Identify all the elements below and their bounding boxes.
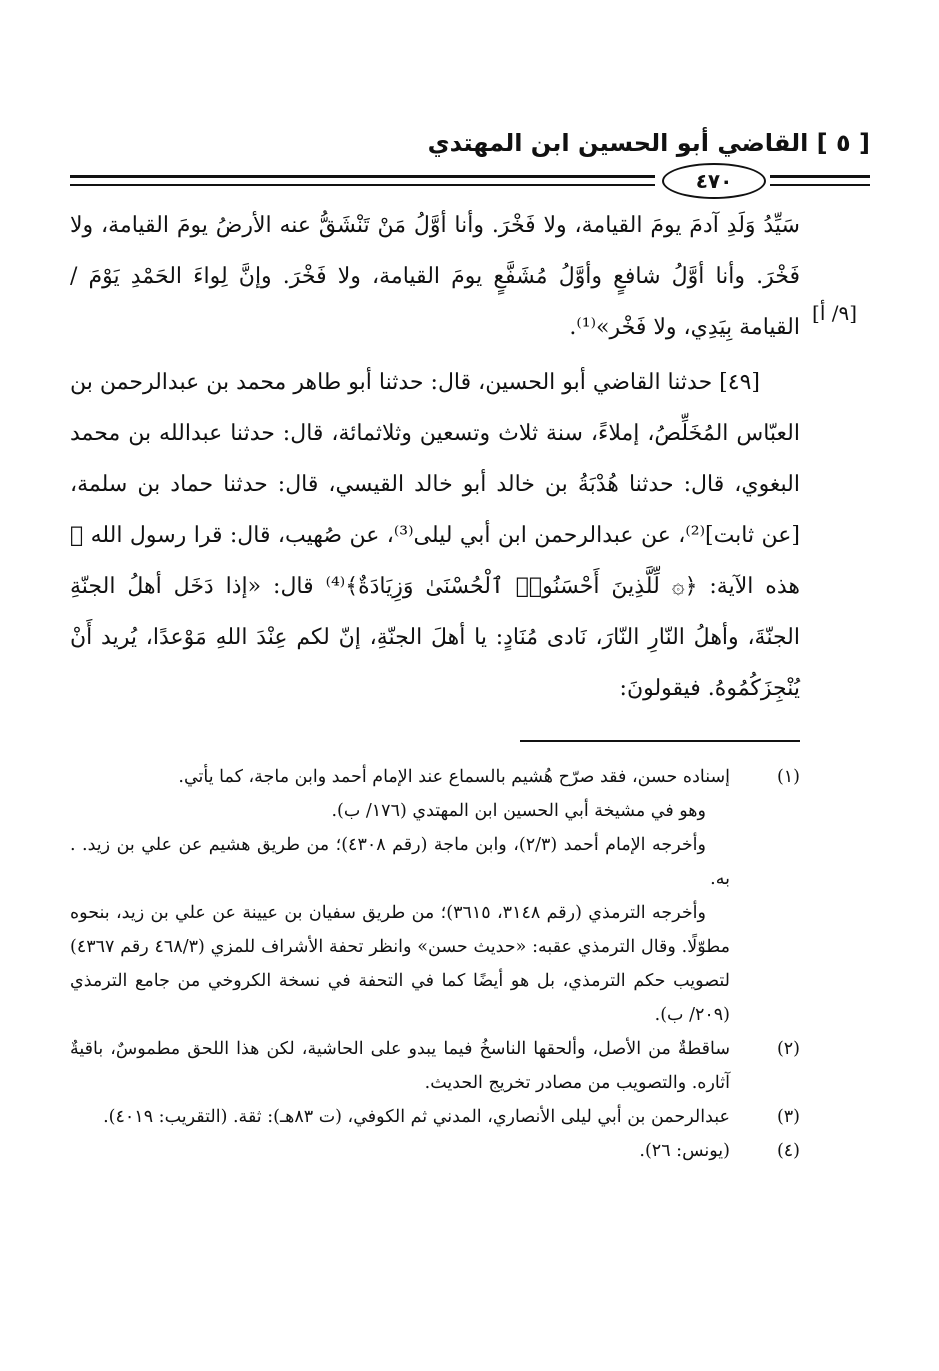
- footnote-3: [70, 1100, 800, 1134]
- page-header: [70, 125, 870, 195]
- footnote-4: [70, 1134, 800, 1168]
- header-rule: [70, 169, 870, 191]
- footnote-line: عبدالرحمن بن أبي ليلى الأنصاري، المدني ثم الكوفي، (ت ٨٣هـ): ثقة. (التقريب: ٤٠١٩).: [103, 1107, 730, 1127]
- header-double-rule-left: [70, 175, 655, 186]
- footnote-2: [70, 1032, 800, 1100]
- footnote-line: ساقطةٌ من الأصل، وألحقها الناسخُ فيما يبدو على الحاشية، لكن هذا اللحق مطموسٌ، باقيةٌ آثاره. والتصويب من مصادر تخريج الحديث.: [70, 1039, 730, 1093]
- hadith-text-continuation: سَيِّدُ وَلَدِ آدمَ يومَ القيامة، ولا فَخْرَ. وأنا أوَّلُ مَنْ تَنْشَقُّ عنه الأرضُ يومَ القيامة، ولا فَخْرَ. وأنا أوَّلُ شافعٍ وأوَّلُ مُشَفَّعٍ يومَ القيامة، ولا فَخْرَ. وإنَّ لِواءَ الحَمْدِ يَوْمَ / القيامة بِيَدِي، ولا فَخْر»⁽¹⁾.: [70, 213, 800, 340]
- footnote-line: (يونس: ٢٦).: [639, 1141, 730, 1161]
- footnote-line: وأخرجه الترمذي (رقم ٣١٤٨، ٣٦١٥)؛ من طريق سفيان بن عيينة عن علي بن زيد، بنحوه مطوّلًا. وقال الترمذي عقبه: «حديث حسن» وانظر تحفة الأشراف للمزي (٤٦٨/٣ رقم ٤٣٦٧) لتصويب حكم الترمذي، بل هو أيضًا كما في التحفة في نسخة الكروخي من جامع الترمذي (٢٠٩/ ب).: [70, 903, 730, 1025]
- footnote-number: (٢): [776, 1039, 800, 1059]
- header-double-rule-right: [770, 175, 870, 186]
- footnote-1: [70, 760, 800, 1032]
- hadith-49-text: [٤٩] حدثنا القاضي أبو الحسين، قال: حدثنا أبو طاهر محمد بن عبدالرحمن بن العبّاس المُخَلِّصُ، إملاءً، سنة ثلاث وتسعين وثلاثمائة، قال: حدثنا عبدالله بن محمد البغوي، قال: حدثنا هُدْبَةُ بن خالد أبو خالد القيسي، قال: حدثنا حماد بن سلمة، [عن ثابت]⁽²⁾، عن عبدالرحمن ابن أبي ليلى⁽³⁾، عن صُهيب، قال: قرا رسول الله ﷺ هذه الآية: ﴿۞ لِّلَّذِينَ أَحْسَنُوا۟ ٱلْحُسْنَىٰ وَزِيَادَةٌ﴾⁽⁴⁾ قال: «إذا دَخَل أهلُ الجنّةِ الجنّةَ، وأهلُ النّارِ النّارَ، نَادى مُنَادٍ: يا أهلَ الجنّةِ، إنّ لكم عِنْدَ اللهِ مَوْعدًا، يُريد أَنْ يُنْجِزَكُمُوهُ. فيقولونَ:: [70, 370, 800, 701]
- page-number: ٤٧٠: [662, 163, 766, 199]
- footnote-number: (٤): [776, 1141, 800, 1161]
- footnote-number: (١): [776, 767, 800, 787]
- footnotes: [70, 760, 800, 1168]
- footnote-separator: [520, 740, 800, 742]
- footnote-line: وأخرجه الإمام أحمد (٢/٣)، وابن ماجة (رقم ٤٣٠٨)؛ من طريق هشيم عن علي بن زيد. . به.: [70, 835, 730, 889]
- running-title: [ ٥ ] القاضي أبو الحسين ابن المهتدي: [427, 129, 870, 157]
- footnote-line: وهو في مشيخة أبي الحسين ابن المهتدي (١٧٦/ ب).: [331, 801, 706, 821]
- footnote-number: (٣): [776, 1107, 800, 1127]
- main-text: [70, 200, 800, 714]
- footnote-line: إسناده حسن، فقد صرّح هُشيم بالسماع عند الإمام أحمد وابن ماجة، كما يأتي.: [178, 767, 730, 787]
- manuscript-folio-note: [٩/ أ]: [812, 301, 858, 325]
